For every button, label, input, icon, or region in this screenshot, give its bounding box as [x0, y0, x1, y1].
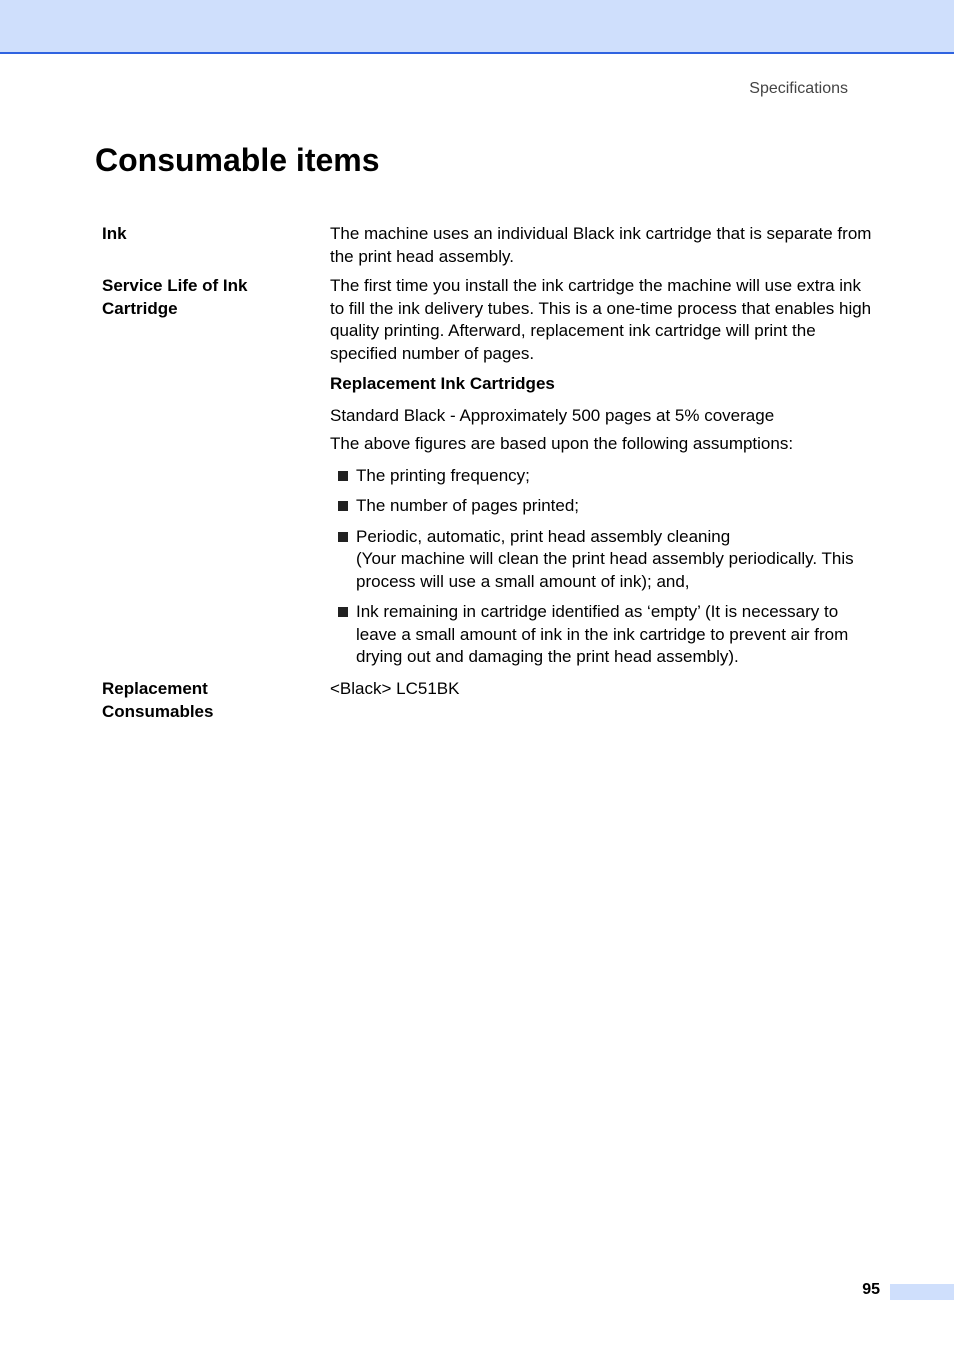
page-number-tab: [890, 1284, 954, 1300]
service-life-intro: The first time you install the ink cartridge the machine will use extra ink to fill the ink delivery tubes. This is a one-time process that enables high quality printing. Afterward, replacement ink cartridge will print the specified number of pages.: [330, 276, 872, 363]
list-item-text: The number of pages printed;: [356, 496, 580, 515]
spec-value-replacement: [330, 678, 875, 701]
list-item-text: Ink remaining in cartridge identified as ‘empty’ (It is necessary to leave a small amount of ink in the ink cartridge to prevent air from drying out and damaging the print head assembly).: [356, 602, 849, 666]
running-header: Specifications: [749, 80, 848, 97]
square-bullet-icon: [338, 501, 348, 511]
ink-description: The machine uses an individual Black ink cartridge that is separate from the print head assembly.: [330, 224, 872, 266]
spec-label-service-life: Service Life of Ink Cartridge: [102, 276, 248, 318]
list-item: [330, 601, 875, 669]
square-bullet-icon: [338, 607, 348, 617]
list-item: [330, 495, 875, 518]
list-item-note: (Your machine will clean the print head assembly periodically. This process will use a small amount of ink); and,: [356, 549, 854, 591]
replacement-model: <Black> LC51BK: [330, 679, 460, 698]
list-item-text: Periodic, automatic, print head assembly cleaning: [356, 526, 731, 546]
square-bullet-icon: [338, 532, 348, 542]
list-item: [330, 526, 875, 594]
assumptions-intro: The above figures are based upon the following assumptions:: [330, 434, 794, 453]
spec-value-service-life: [330, 275, 875, 669]
header-band: [0, 0, 954, 54]
page-number: 95: [862, 1281, 880, 1298]
spec-label-ink: Ink: [102, 224, 127, 243]
square-bullet-icon: [338, 471, 348, 481]
spec-value-ink: [330, 223, 875, 268]
page-title: Consumable items: [95, 142, 380, 178]
spec-label-replacement: Replacement Consumables: [102, 679, 214, 721]
yield-statement: Standard Black - Approximately 500 pages at 5% coverage: [330, 405, 775, 425]
list-item: [330, 465, 875, 488]
replacement-ink-subheading: Replacement Ink Cartridges: [330, 374, 555, 393]
assumptions-list: [330, 465, 875, 669]
list-item-text: The printing frequency;: [356, 465, 530, 485]
